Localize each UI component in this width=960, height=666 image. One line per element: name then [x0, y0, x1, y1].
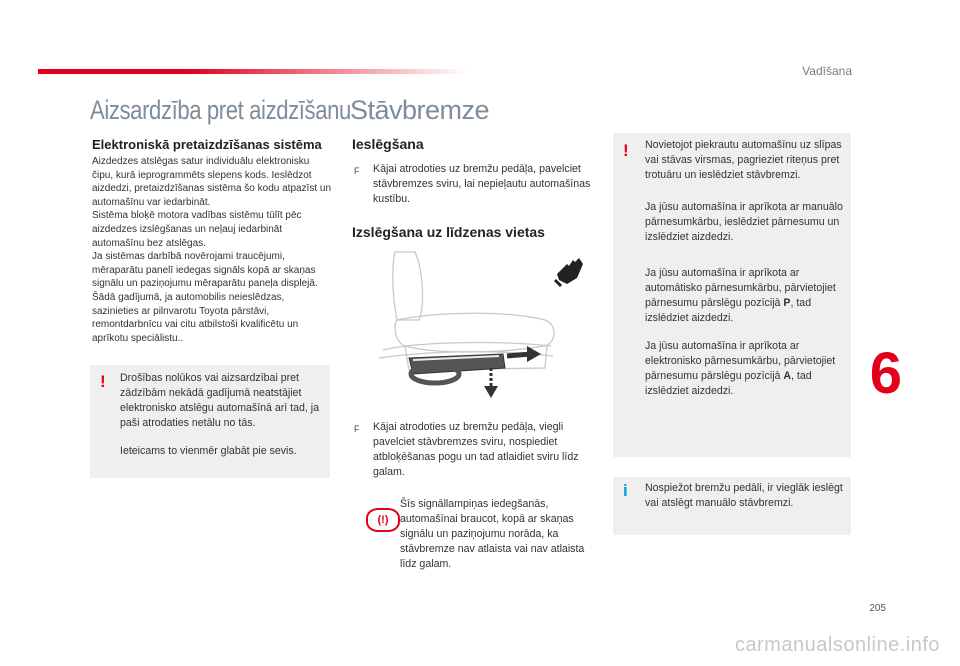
- immobiliser-paragraph-1: Aizdedzes atslēgas satur individuālu elektronisku čipu, kurā ieprogrammēts slepens kods. Ieslēdzot aizdedzi, pretaizdzīšanas sistēma šo kodu atpazīst un automašīnu var iedarbināt.: [92, 156, 332, 208]
- parking-warning-paragraph-4: [645, 339, 843, 399]
- watermark: carmanualsonline.info: [734, 634, 940, 656]
- anti-theft-warning-line-2: Ieteicams to vienmēr glabāt pie sevis.: [120, 445, 297, 457]
- paragraph-3-text-a: Ja jūsu automašīna ir aprīkota ar automātisko pārnesumkārbu, pārvietojiet pārnesumu pārslēgu pozīcijā: [645, 267, 836, 309]
- immobiliser-paragraph-3: Ja sistēmas darbībā novērojami traucējumi, mēraparātu panelī iedegas signāls kopā ar skaņas signālu un paziņojumu mēraparātu paneļa displejā. Šādā gadījumā, ja automobilis neieslēdzas, sazinieties ar pilnvarotu Toyota pārstāvi, remontdarbnīcu vai citu atbilstoši kvalificētu un aprīkotu speciālistu..: [92, 251, 318, 344]
- gear-position-a: A: [783, 370, 792, 382]
- info-text: Nospiežot bremžu pedāli, ir vieglāk ieslēgt vai atslēgt manuālo stāvbremzi.: [645, 482, 843, 509]
- warning-icon: !: [100, 372, 106, 391]
- warning-icon: !: [623, 141, 629, 160]
- anti-theft-warning-line-1: Drošības nolūkos vai aizsardzībai pret zādzībām nekādā gadījumā neatstājiet elektronisko atslēgu automašīnā arī tad, ja paši atrodaties netālu no tās.: [120, 372, 320, 429]
- page-number: 205: [869, 603, 886, 614]
- parking-brake-title: Stāvbremze: [350, 95, 490, 125]
- parking-warning-paragraph-3: [645, 266, 843, 326]
- immobiliser-paragraph-2: Sistēma bloķē motora vadības sistēmu tūlīt pēc aizdedzes izslēgšanas un neļauj iedarbināt automašīnu bez atslēgas.: [92, 210, 302, 249]
- info-box: [613, 477, 851, 535]
- hand-icon: [555, 258, 583, 286]
- parking-warning-text: [645, 138, 843, 399]
- paragraph-4-text-a: Ja jūsu automašīna ir aprīkota ar elektronisko pārnesumkārbu, pārvietojiet pārnesumu pārslēgu pozīcijā: [645, 340, 836, 382]
- anti-theft-warning-text: [120, 371, 325, 459]
- parking-warning-paragraph-2: Ja jūsu automašīna ir aprīkota ar manuālo pārnesumkārbu, ieslēdziet pārnesumu un izslēdziet aizdedzi.: [645, 201, 843, 243]
- anti-theft-title: Aizsardzība pret aizdzīšanu: [90, 95, 351, 125]
- gear-position-p: P: [783, 297, 791, 309]
- chapter-number: 6: [869, 341, 902, 406]
- release-text: Kājai atrodoties uz bremžu pedāļa, viegli pavelciet stāvbremzes sviru, nospiediet atbloķēšanas pogu un tad atlaidiet sviru līdz galam.: [373, 421, 579, 478]
- release-arrow-icon: [484, 368, 498, 398]
- immobiliser-subtitle: Elektroniskā pretaizdzīšanas sistēma: [92, 137, 322, 152]
- header-accent-bar: [38, 69, 468, 74]
- engage-text: Kājai atrodoties uz bremžu pedāļa, pavelciet stāvbremzes sviru, lai nepieļautu automašīnas kustību.: [373, 163, 591, 205]
- bullet-icon: F: [354, 166, 360, 176]
- parking-warning-box: [613, 133, 851, 457]
- seat-back-shape: [393, 252, 423, 320]
- lamp-text: Šīs signāllampiņas iedegšanās, automašīnai braucot, kopā ar skaņas signālu un paziņojumu norāda, ka stāvbremze nav atlaista vai nav atlaista līdz galam.: [400, 498, 585, 570]
- immobiliser-text: [92, 155, 332, 345]
- bullet-icon: F: [354, 424, 360, 434]
- paragraph-4-text-c: , tad izslēdziet aizdedzi.: [645, 370, 812, 397]
- parking-brake-warning-lamp-icon: (!): [366, 508, 400, 532]
- anti-theft-warning-box: [90, 365, 330, 478]
- engage-heading: Ieslēgšana: [352, 136, 424, 152]
- section-label: Vadīšana: [802, 64, 852, 78]
- release-heading: Izslēgšana uz līdzenas vietas: [352, 224, 545, 240]
- parking-brake-illustration: [375, 250, 590, 400]
- paragraph-3-text-c: , tad izslēdziet aizdedzi.: [645, 297, 812, 324]
- info-icon: i: [623, 481, 628, 500]
- parking-warning-paragraph-1: Novietojot piekrautu automašīnu uz slīpas vai stāvas virsmas, pagrieziet riteņus pret trotuāru un ieslēdziet stāvbremzi.: [645, 139, 842, 181]
